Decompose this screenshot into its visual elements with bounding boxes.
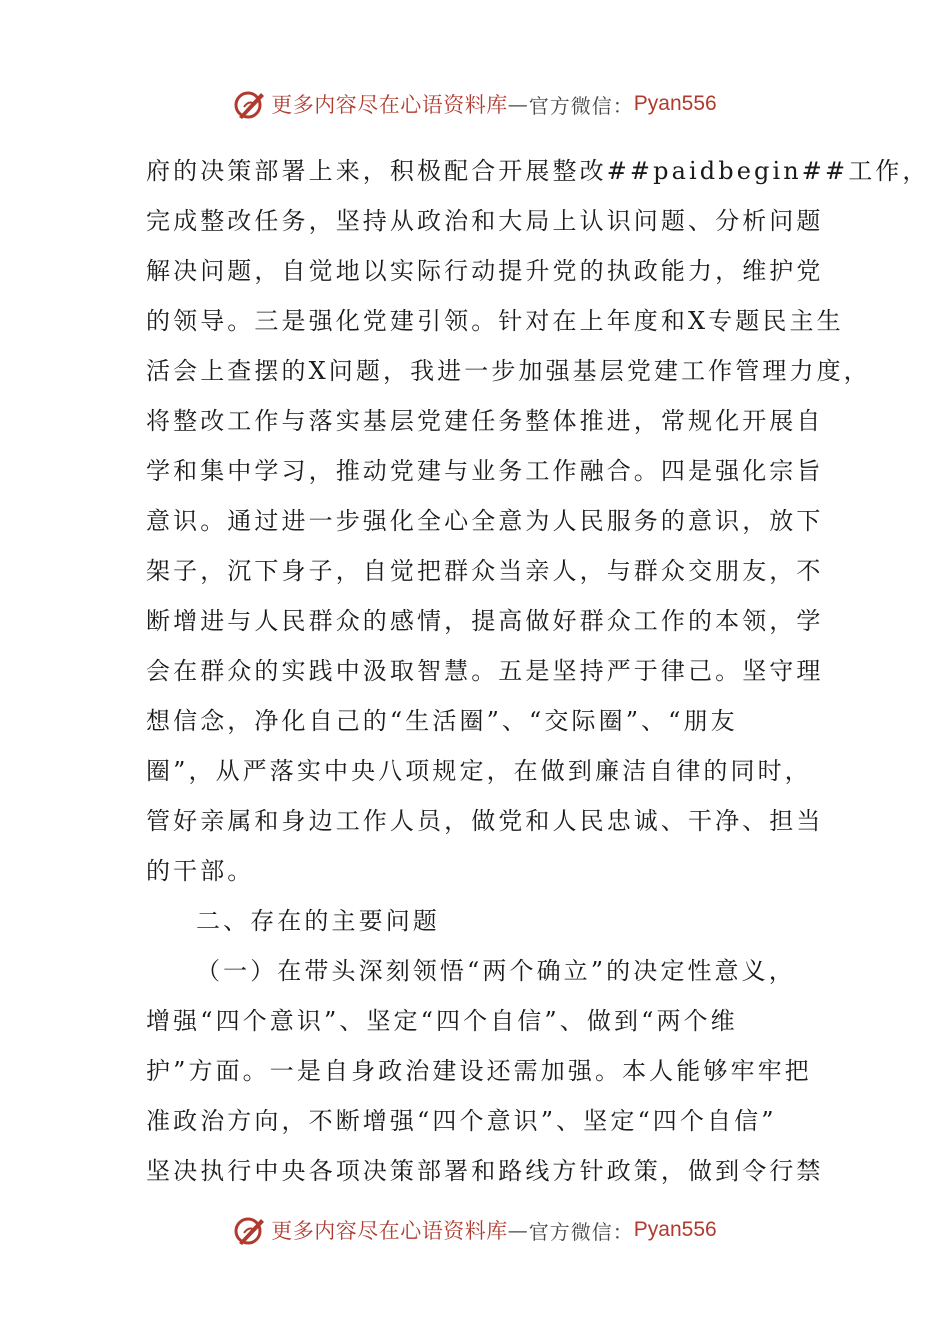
- watermark-title: 更多内容尽在心语资料库: [271, 93, 508, 117]
- text-line: 活会上查摆的X问题，我进一步加强基层党建工作管理力度，: [146, 357, 871, 385]
- subsection-heading: （一）在带头深刻领悟“两个确立”的决定性意义，: [196, 957, 796, 985]
- document-body: [146, 146, 930, 1196]
- text-line: 坚决执行中央各项决策部署和路线方针政策，做到令行禁: [146, 1157, 824, 1185]
- text-line: 架子，沉下身子，自觉把群众当亲人，与群众交朋友，不: [146, 557, 824, 585]
- text-line: 意识。通过进一步强化全心全意为人民服务的意识，放下: [146, 507, 824, 535]
- text-line: 管好亲属和身边工作人员，做党和人民忠诚、干净、担当: [146, 807, 824, 835]
- text-line: 解决问题，自觉地以实际行动提升党的执政能力，维护党: [146, 257, 824, 285]
- watermark-wechat-id: Pyan556: [633, 92, 717, 115]
- text-line: 学和集中学习，推动党建与业务工作融合。四是强化宗旨: [146, 457, 824, 485]
- section-heading: 二、存在的主要问题: [196, 907, 440, 935]
- text-line: 准政治方向，不断增强“四个意识”、坚定“四个自信”: [146, 1107, 777, 1135]
- text-line: 护”方面。一是自身政治建设还需加强。本人能够牢牢把: [146, 1057, 812, 1085]
- text-line: 断增进与人民群众的感情，提高做好群众工作的本领，学: [146, 607, 824, 635]
- text-line: 增强“四个意识”、坚定“四个自信”、做到“两个维: [146, 1007, 738, 1035]
- text-line: 想信念，净化自己的“生活圈”、“交际圈”、“朋友: [146, 707, 738, 735]
- text-line: 圈”，从严落实中央八项规定，在做到廉洁自律的同时，: [146, 757, 812, 785]
- watermark-wechat-label: 官方微信：: [528, 93, 634, 118]
- pen-logo-icon: [233, 1213, 267, 1247]
- text-line: 会在群众的实践中汲取智慧。五是坚持严于律己。坚守理: [146, 657, 824, 685]
- watermark-dash: —: [507, 92, 529, 116]
- watermark-header: [0, 84, 950, 124]
- text-line: 完成整改任务，坚持从政治和大局上认识问题、分析问题: [146, 207, 824, 235]
- text-line: 府的决策部署上来，积极配合开展整改##paidbegin##工作，: [146, 157, 930, 185]
- watermark-wechat-label: 官方微信：: [528, 1219, 634, 1244]
- watermark-title: 更多内容尽在心语资料库: [271, 1219, 508, 1243]
- text-line: 的干部。: [146, 857, 255, 885]
- pen-logo-icon: [233, 87, 267, 121]
- watermark-dash: —: [507, 1218, 529, 1242]
- text-line: 的领导。三是强化党建引领。针对在上年度和X专题民主生: [146, 307, 844, 335]
- watermark-footer: [0, 1210, 950, 1250]
- text-line: 将整改工作与落实基层党建任务整体推进，常规化开展自: [146, 407, 824, 435]
- watermark-wechat-id: Pyan556: [633, 1218, 717, 1241]
